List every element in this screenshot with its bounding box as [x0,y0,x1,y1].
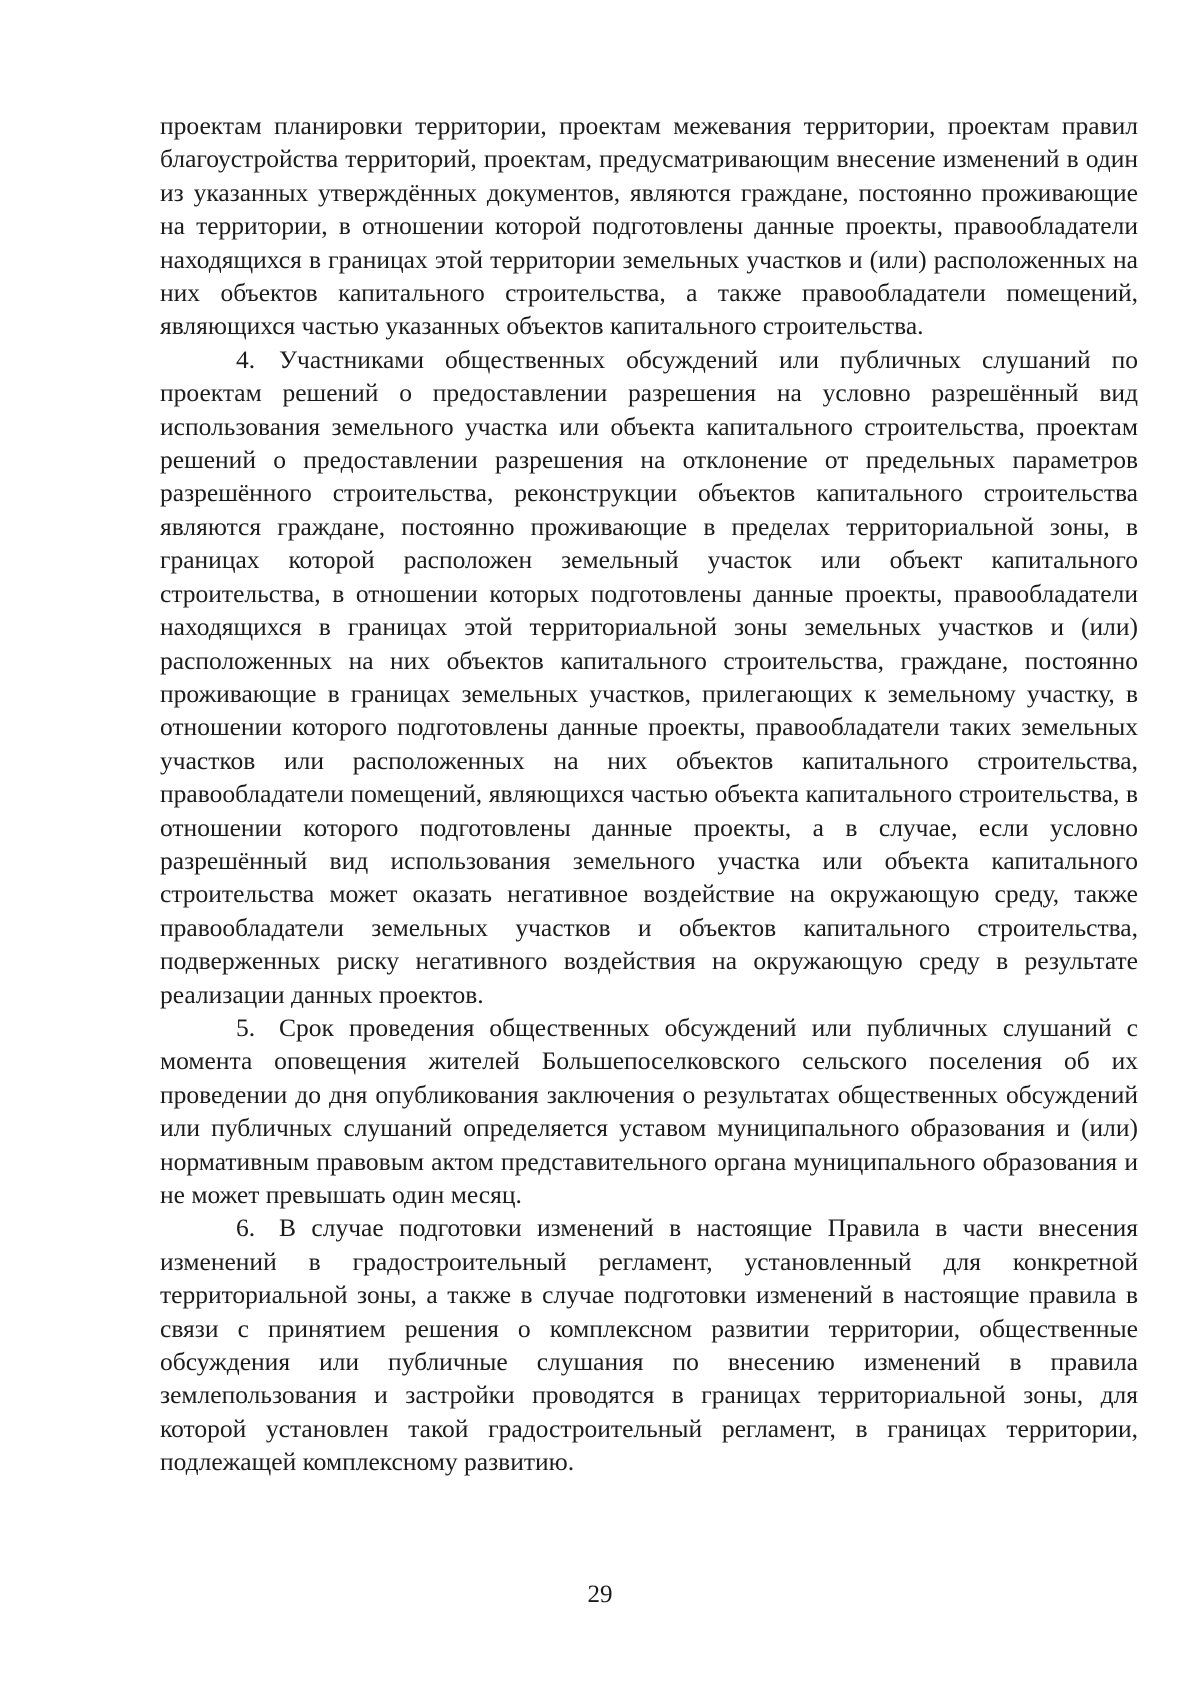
document-body [160,109,1138,1479]
paragraph-number: 5. [236,1012,256,1042]
paragraph-item-4 [160,343,1138,1011]
paragraph-item-6 [160,1211,1138,1478]
page-number: 29 [587,1581,613,1608]
paragraph-number: 4. [236,344,256,374]
paragraph-item-5 [160,1011,1138,1211]
paragraph-number: 6. [236,1213,256,1243]
paragraph-continuation [160,109,1138,343]
paragraph-text: В случае подготовки изменений в настоящие Правила в части внесения изменений в градостроительный регламент, установленный для конкретной территориальной зоны, а также в случае подготовки изменений в настоящие правила в связи с принятием решения о комплексном развитии территории, общественные обсуждения или публичные слушания по внесению изменений в правила землепользования и застройки проводятся в границах территориальной зоны, для которой установлен такой градостроительный регламент, в границах территории, подлежащей комплексному развитию. [160,1213,1138,1477]
paragraph-text: Участниками общественных обсуждений или публичных слушаний по проектам решений о предоставлении разрешения на условно разрешённый вид использования земельного участка или объекта капитального строительства, проектам решений о предоставлении разрешения на отклонение от предельных параметров разрешённого строительства, реконструкции объектов капитального строительства являются граждане, постоянно проживающие в пределах территориальной зоны, в границах которой расположен земельный участок или объект капитального строительства, в отношении которых подготовлены данные проекты, правообладатели находящихся в границах этой территориальной зоны земельных участков и (или) расположенных на них объектов капитального строительства, граждане, постоянно проживающие в границах земельных участков, прилегающих к земельному участку, в отношении которого подготовлены данные проекты, правообладатели таких земельных участков или расположенных на них объектов капитального строительства, правообладатели помещений, являющихся частью объекта капитального строительства, в отношении которого подготовлены данные проекты, а в случае, если условно разрешённый вид использования земельного участка или объекта капитального строительства может оказать негативное воздействие на окружающую среду, также правообладатели земельных участков и объектов капитального строительства, подверженных риску негативного воздействия на окружающую среду в результате реализации данных проектов. [160,344,1138,1009]
paragraph-text: Срок проведения общественных обсуждений или публичных слушаний с момента оповещения жителей Большепоселковского сельского поселения об их проведении до дня опубликования заключения о результатах общественных обсуждений или публичных слушаний определяется уставом муниципального образования и (или) нормативным правовым актом представительного органа муниципального образования и не может превышать один месяц. [160,1012,1138,1209]
paragraph-text: проектам планировки территории, проектам межевания территории, проектам правил благоустройства территорий, проектам, предусматривающим внесение изменений в один из указанных утверждённых документов, являются граждане, постоянно проживающие на территории, в отношении которой подготовлены данные проекты, правообладатели находящихся в границах этой территории земельных участков и (или) расположенных на них объектов капитального строительства, а также правообладатели помещений, являющихся частью указанных объектов капитального строительства. [160,111,1138,341]
